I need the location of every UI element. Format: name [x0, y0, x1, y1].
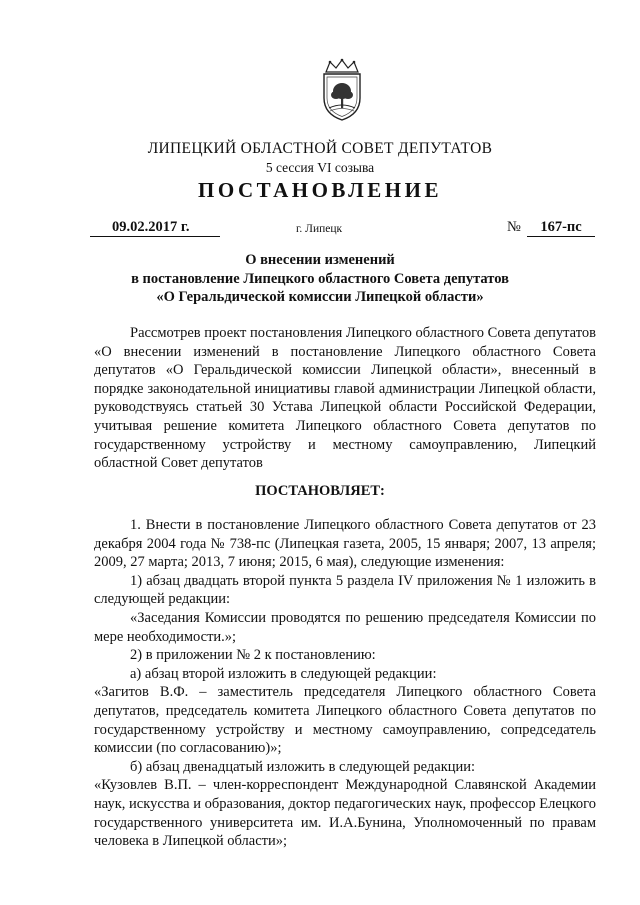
session-info: 5 сессия VI созыва	[265, 160, 375, 175]
title-line-1: О внесении изменений	[245, 252, 395, 268]
paragraph-7: б) абзац двенадцатый изложить в следующей редакции:	[130, 758, 476, 775]
document-type-heading: ПОСТАНОВЛЕНИЕ	[198, 178, 442, 202]
document-title	[0, 251, 640, 307]
paragraph-2: 1) абзац двадцать второй пункта 5 раздела IV приложения № 1 изложить в следующей редакции:	[94, 572, 596, 608]
title-line-2: в постановление Липецкого областного Совета депутатов	[131, 270, 509, 287]
organization-name: ЛИПЕЦКИЙ ОБЛАСТНОЙ СОВЕТ ДЕПУТАТОВ	[147, 140, 493, 157]
title-line-3: «О Геральдической комиссии Липецкой области»	[156, 289, 484, 305]
paragraph-1: 1. Внести в постановление Липецкого областного Совета депутатов от 23 декабря 2004 года № 738-пс (Липецкая газета, 2005, 15 января; 2007, 13 апреля; 2009, 27 марта; 2013, 7 июня; 2015, 6 мая), следующие изменения:	[94, 517, 596, 571]
paragraph-6: «Загитов В.Ф. – заместитель председателя Липецкого областного Совета депутатов, председатель комитета Липецкого областного Совета депутатов по государственному устройству и местному самоуправлению, сопредседатель комиссии (по согласованию)»;	[94, 684, 596, 757]
paragraph-8: «Кузовлев В.П. – член-корреспондент Международной Славянской Академии наук, искусства и образования, доктор педагогических наук, профессор Елецкого государственного университета им. И.А.Бунина, Уполномоченный по правам человека в Липецкой области»;	[94, 777, 596, 850]
preamble-paragraph: Рассмотрев проект постановления Липецкого областного Совета депутатов «О внесении изменений в постановление Липецкого областного Совета депутатов «О Геральдической комиссии Липецкой области», внесенный в порядке законодательной инициативы главой администрации Липецкой области, руководствуясь статьей 30 Устава Липецкой области Российской Федерации, учитывая решение комитета Липецкого областного Совета депутатов по государственному устройству и местному самоуправлению, Липецкий областной Совет депутатов	[94, 325, 596, 472]
paragraph-5: а) абзац второй изложить в следующей редакции:	[130, 665, 437, 682]
document-date: 09.02.2017 г.	[90, 219, 220, 237]
resolution-body	[94, 516, 596, 851]
coat-of-arms-emblem	[316, 58, 368, 122]
paragraph-4: 2) в приложении № 2 к постановлению:	[130, 647, 376, 664]
preamble-block	[94, 324, 596, 473]
number-sign: №	[507, 219, 521, 235]
paragraph-3: «Заседания Комиссии проводятся по решению председателя Комиссии по мере необходимости.»;	[94, 609, 596, 645]
document-city: г. Липецк	[296, 223, 343, 235]
resolve-heading: ПОСТАНОВЛЯЕТ:	[255, 483, 385, 499]
document-number: 167-пс	[527, 219, 595, 237]
